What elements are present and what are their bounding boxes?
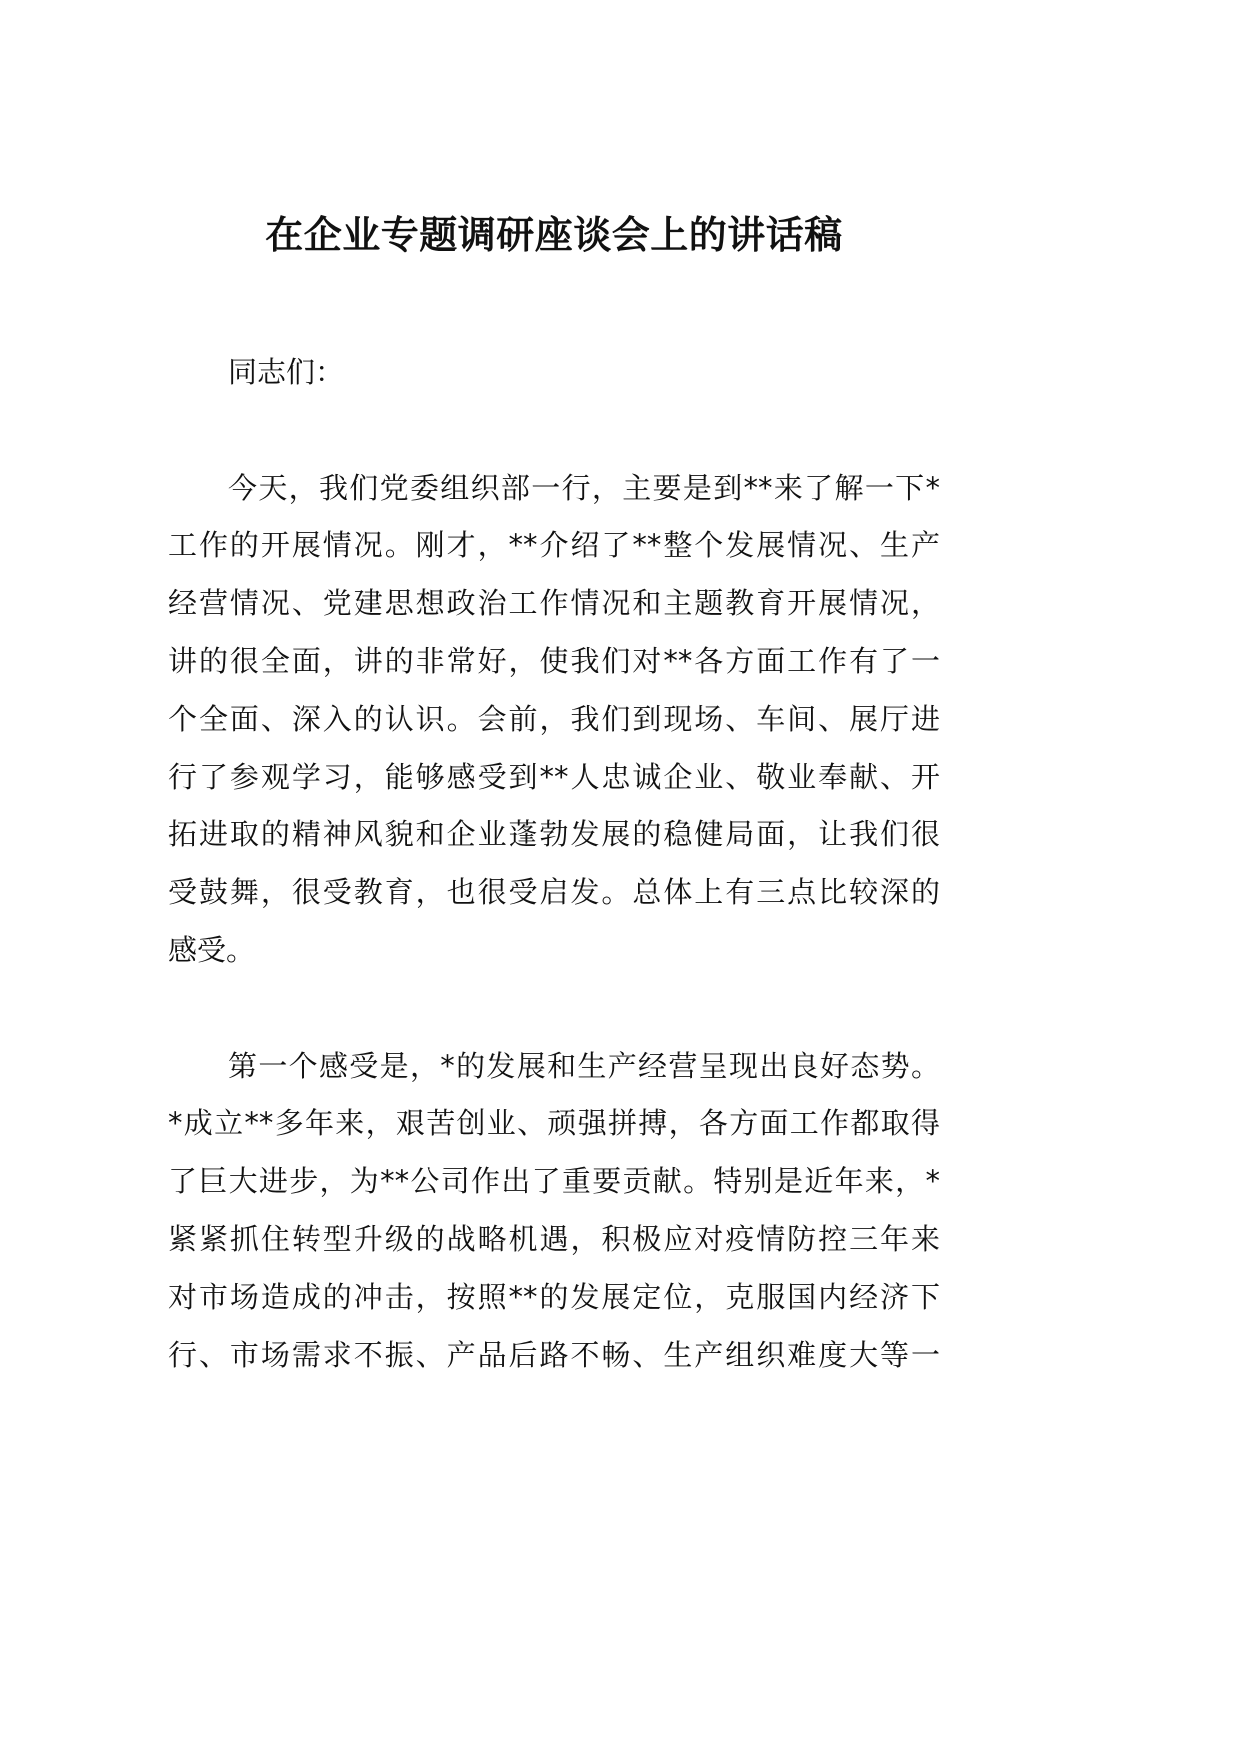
greeting: 同志们：: [228, 355, 345, 389]
text-line: 工作的开展情况。刚才，**介绍了**整个发展情况、生产: [168, 528, 940, 563]
paragraph: [168, 460, 940, 980]
text-line: 拓进取的精神风貌和企业蓬勃发展的稳健局面，让我们很: [168, 817, 940, 852]
text-line: 行了参观学习，能够感受到**人忠诚企业、敬业奉献、开: [168, 759, 940, 794]
text-line: 讲的很全面，讲的非常好，使我们对**各方面工作有了一: [168, 643, 940, 678]
text-line: *成立**多年来，艰苦创业、顽强拼搏，各方面工作都取得: [168, 1106, 940, 1141]
text-line: 经营情况、党建思想政治工作情况和主题教育开展情况，: [168, 586, 940, 621]
text-line: 个全面、深入的认识。会前，我们到现场、车间、展厅进: [168, 701, 940, 736]
text-line: 了巨大进步，为**公司作出了重要贡献。特别是近年来，*: [168, 1164, 940, 1199]
text-line: 行、市场需求不振、产品后路不畅、生产组织难度大等一: [168, 1337, 940, 1372]
paragraph-gap: [168, 402, 940, 460]
paragraph: [168, 1038, 940, 1385]
document-body: [168, 344, 940, 1384]
text-line: 紧紧抓住转型升级的战略机遇，积极应对疫情防控三年来: [168, 1221, 940, 1256]
paragraphs: [168, 460, 940, 1385]
document-title: 在企业专题调研座谈会上的讲话稿: [265, 213, 843, 258]
text-line: 感受。: [168, 932, 256, 967]
text-line: 今天，我们党委组织部一行，主要是到**来了解一下*: [228, 470, 940, 505]
text-line: 对市场造成的冲击，按照**的发展定位，克服国内经济下: [168, 1279, 940, 1314]
text-line: 受鼓舞，很受教育，也很受启发。总体上有三点比较深的: [168, 875, 940, 910]
paragraph-gap: [168, 980, 940, 1038]
text-line: 第一个感受是，*的发展和生产经营呈现出良好态势。: [228, 1048, 940, 1083]
